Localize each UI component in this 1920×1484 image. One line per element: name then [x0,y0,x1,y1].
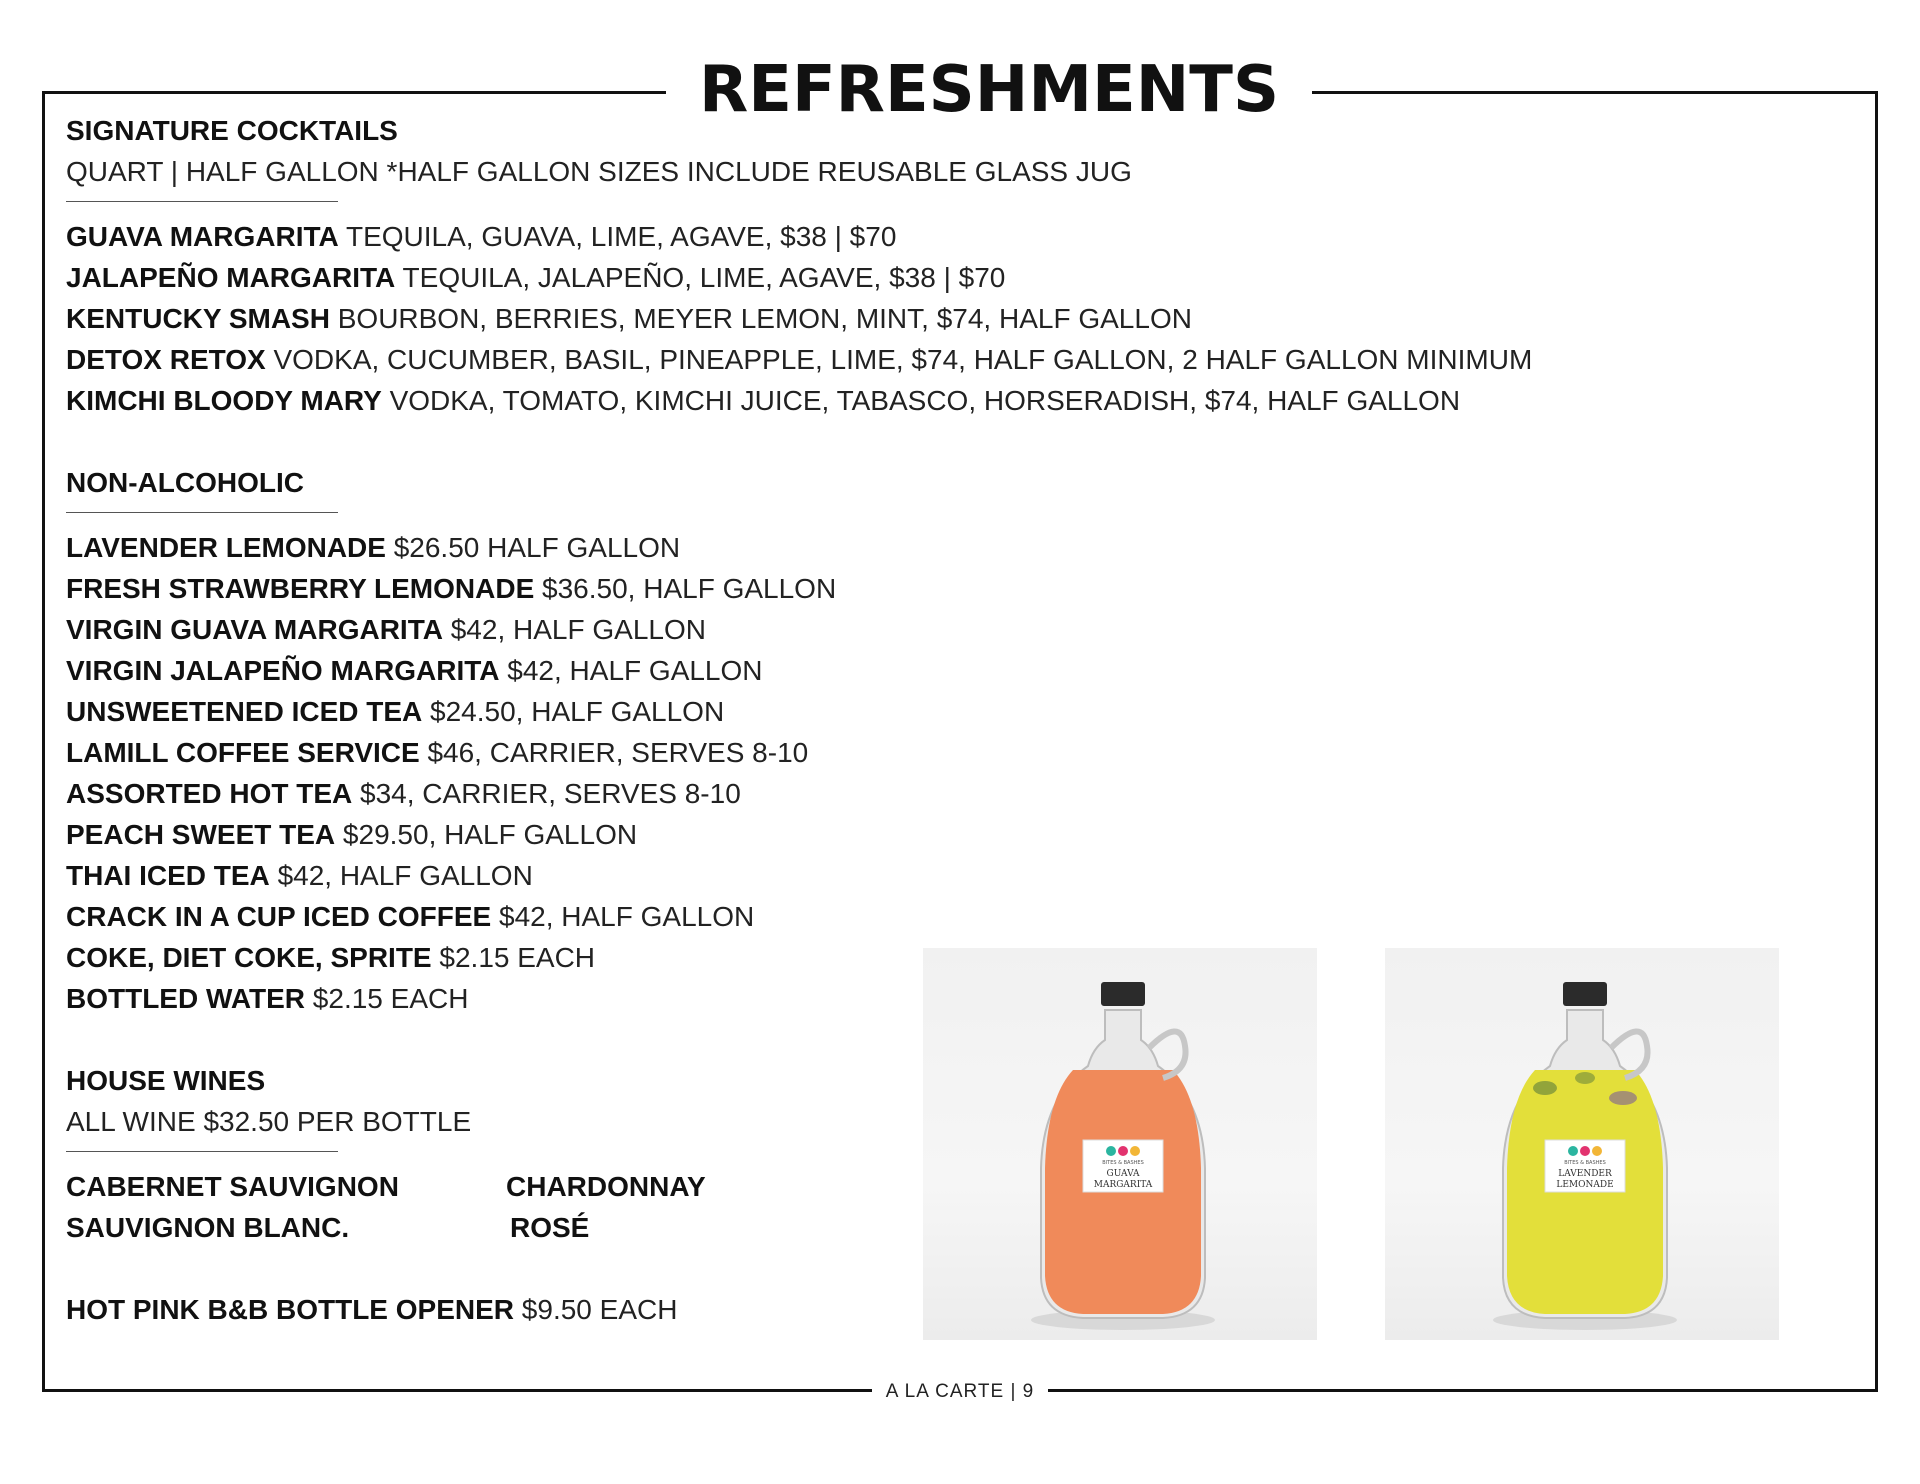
item-name: BOTTLED WATER [66,983,306,1014]
item-detail: $36.50, HALF GALLON [542,573,837,604]
non-alcoholic-heading: NON-ALCOHOLIC [66,467,304,498]
item-name: KIMCHI BLOODY MARY [66,385,382,416]
section-divider [66,1151,338,1152]
menu-item [66,855,1786,896]
wine-item: CHARDONNAY [506,1171,706,1202]
wine-item: SAUVIGNON BLANC. [66,1212,350,1243]
section-divider [66,201,338,202]
signature-cocktails-heading: SIGNATURE COCKTAILS [66,115,398,146]
signature-cocktails-subheading: QUART | HALF GALLON *HALF GALLON SIZES INCLUDE REUSABLE GLASS JUG [66,156,1132,187]
item-name: THAI ICED TEA [66,860,270,891]
item-detail: $29.50, HALF GALLON [342,819,638,850]
menu-item [66,257,1786,298]
lavender-lemonade-jug-photo [1385,948,1779,1340]
item-name: FRESH STRAWBERRY LEMONADE [66,573,535,604]
item-detail: TEQUILA, GUAVA, LIME, AGAVE, $38 | $70 [346,221,897,252]
jug-illustration [923,948,1317,1340]
item-name: LAVENDER LEMONADE [66,532,386,563]
jug-label-line: MARGARITA [1093,1180,1153,1190]
item-name: VIRGIN JALAPEÑO MARGARITA [66,655,500,686]
guava-margarita-jug-photo [923,948,1317,1340]
item-detail: $42, HALF GALLON [450,614,706,645]
menu-item [66,380,1786,421]
jug-label-line: GUAVA [1106,1169,1140,1179]
section-divider [66,512,338,513]
item-detail: $2.15 EACH [439,942,596,973]
menu-item [66,568,1786,609]
item-name: UNSWEETENED ICED TEA [66,696,423,727]
menu-item [66,339,1786,380]
item-detail: BOURBON, BERRIES, MEYER LEMON, MINT, $74, HALF GALLON [337,303,1192,334]
item-detail: $26.50 HALF GALLON [393,532,681,563]
item-name: JALAPEÑO MARGARITA [66,262,396,293]
jug-label-line: LAVENDER [1558,1169,1612,1179]
menu-item [66,773,1786,814]
item-name: LAMILL COFFEE SERVICE [66,737,420,768]
jug-label-brand: BITES & BASHES [1564,1160,1606,1166]
signature-cocktails-list [66,216,1786,421]
jug-label-brand: BITES & BASHES [1102,1160,1144,1166]
item-detail: $42, HALF GALLON [499,901,755,932]
menu-item [66,527,1786,568]
jug-label-line: LEMONADE [1556,1180,1614,1190]
item-name: KENTUCKY SMASH [66,303,330,334]
menu-item [66,650,1786,691]
item-name: ASSORTED HOT TEA [66,778,353,809]
page-title: REFRESHMENTS [666,50,1312,130]
menu-item [66,216,1786,257]
menu-item [66,691,1786,732]
item-detail: $24.50, HALF GALLON [430,696,725,727]
house-wines-heading: HOUSE WINES [66,1065,266,1096]
jug-illustration [1385,948,1779,1340]
menu-item [66,298,1786,339]
menu-item [66,814,1786,855]
item-detail: $2.15 EACH [312,983,469,1014]
page-footer: A LA CARTE | 9 [872,1380,1048,1404]
item-detail: VODKA, CUCUMBER, BASIL, PINEAPPLE, LIME, $74, HALF GALLON, 2 HALF GALLON MINIMUM [273,344,1533,375]
wine-item: CABERNET SAUVIGNON [66,1171,399,1202]
item-name: DETOX RETOX [66,344,266,375]
item-detail: $34, CARRIER, SERVES 8-10 [360,778,741,809]
non-alcoholic-list [66,527,1786,1019]
wine-item: ROSÉ [510,1212,590,1243]
menu-item [66,609,1786,650]
item-name: PEACH SWEET TEA [66,819,336,850]
item-detail: $9.50 EACH [521,1294,678,1325]
house-wines-subheading: ALL WINE $32.50 PER BOTTLE [66,1106,472,1137]
item-name: VIRGIN GUAVA MARGARITA [66,614,443,645]
menu-item [66,732,1786,773]
item-detail: $46, CARRIER, SERVES 8-10 [427,737,809,768]
item-detail: VODKA, TOMATO, KIMCHI JUICE, TABASCO, HORSERADISH, $74, HALF GALLON [389,385,1461,416]
item-name: COKE, DIET COKE, SPRITE [66,942,432,973]
item-detail: TEQUILA, JALAPEÑO, LIME, AGAVE, $38 | $70 [402,262,1006,293]
menu-item [66,896,1786,937]
item-detail: $42, HALF GALLON [507,655,763,686]
item-name: CRACK IN A CUP ICED COFFEE [66,901,492,932]
item-detail: $42, HALF GALLON [277,860,533,891]
item-name: GUAVA MARGARITA [66,221,339,252]
item-name: HOT PINK B&B BOTTLE OPENER [66,1294,515,1325]
